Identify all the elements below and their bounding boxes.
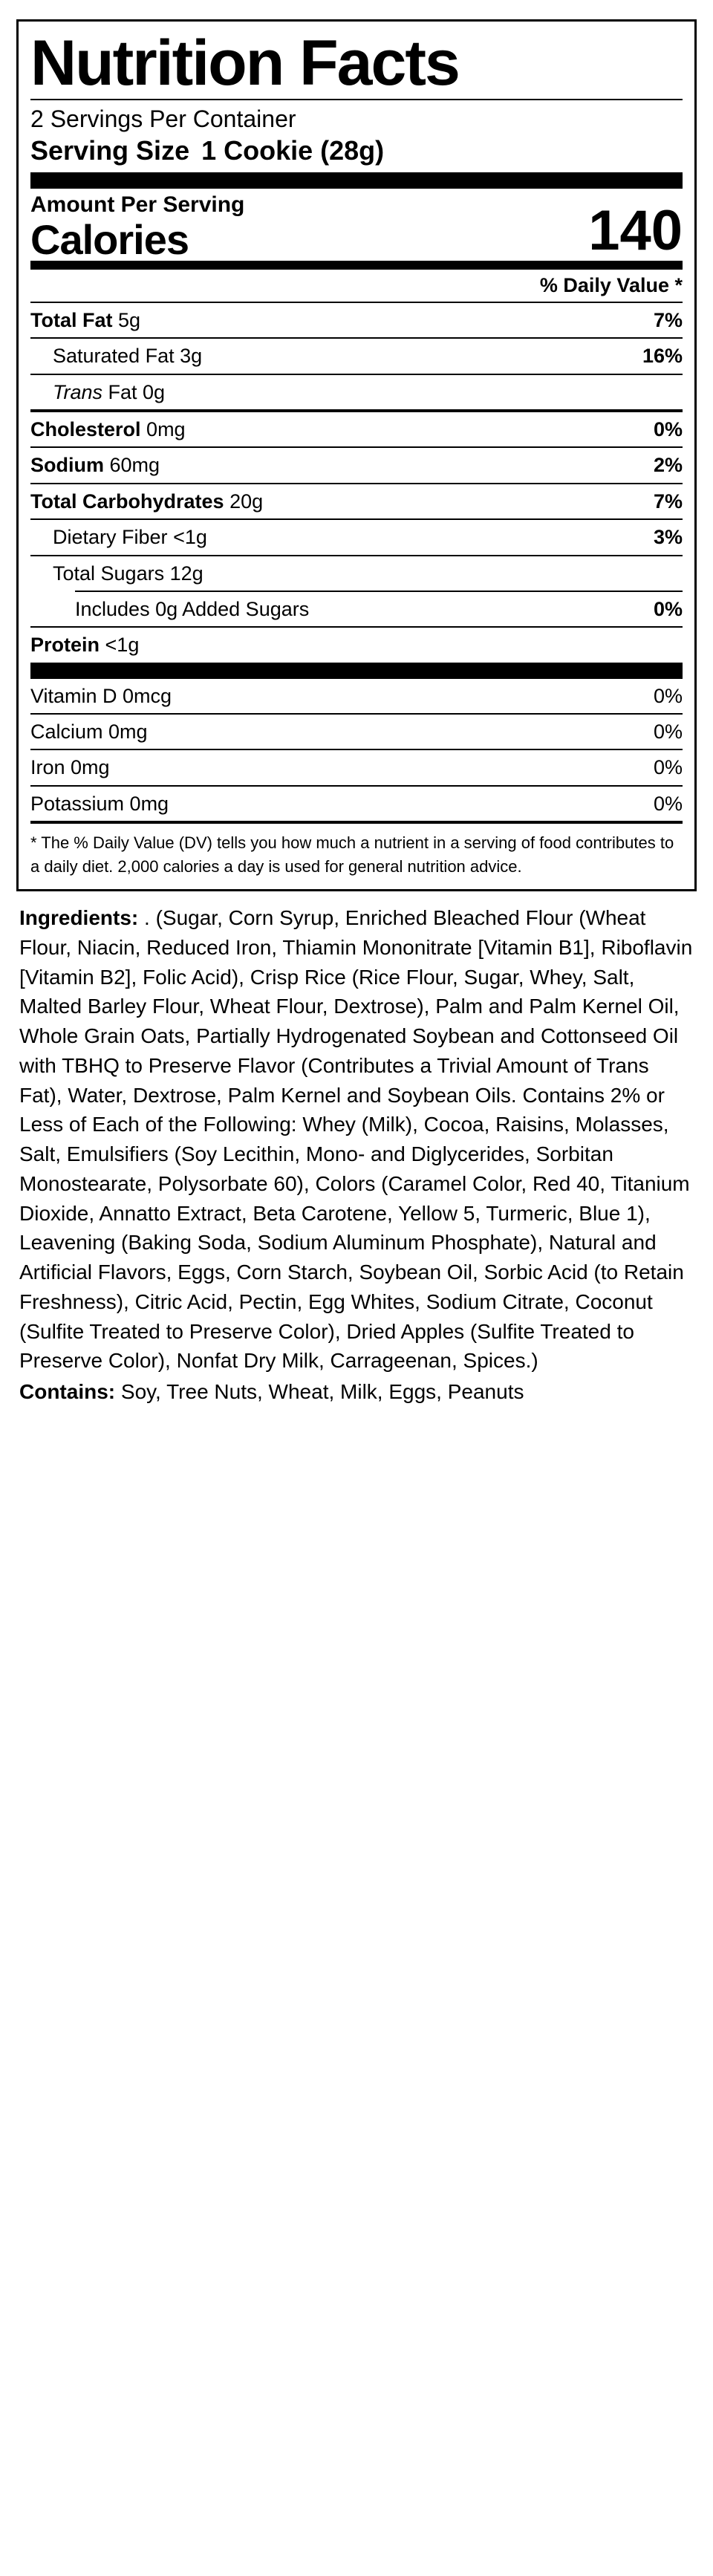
vitamin-dv: 0% xyxy=(653,756,683,779)
nutrient-row xyxy=(30,628,683,662)
daily-value-header: % Daily Value * xyxy=(539,273,683,296)
nutrient-row xyxy=(30,556,683,591)
nutrient-dv: 3% xyxy=(653,526,683,549)
nutrient-amount: 20g xyxy=(229,489,264,513)
nutrient-dv: 16% xyxy=(642,345,683,368)
vitamin-name: Calcium 0mg xyxy=(30,721,148,744)
nutrient-name: Total Sugars xyxy=(53,562,165,585)
nutrient-name: Includes 0g Added Sugars xyxy=(75,597,310,620)
nutrient-amount: 5g xyxy=(118,308,141,331)
vitamin-dv: 0% xyxy=(653,684,683,707)
nutrient-dv: 2% xyxy=(653,454,683,477)
vitamin-name: Potassium 0mg xyxy=(30,792,169,815)
vitamin-row xyxy=(30,750,683,784)
divider-thick xyxy=(30,172,683,189)
nutrient-amount: <1g xyxy=(173,526,207,549)
nutrient-name: Sodium xyxy=(30,454,104,477)
vitamin-dv: 0% xyxy=(653,721,683,744)
nutrient-name: Cholesterol xyxy=(30,417,141,440)
ingredients-text: . (Sugar, Corn Syrup, Enriched Bleached Flour (Wheat Flour, Niacin, Reduced Iron, Thiamin Mononitrate [Vitamin B1], Riboflavin [Vitamin B2], Folic Acid), Crisp Rice (Rice Flour, Sugar, Whey, Salt, Malted Barley Flour, Wheat Flour, Dextrose), Palm and Palm Kernel Oil, Whole Grain Oats, Partially Hydrogenated Soybean and Cottonseed Oil with TBHQ to Preserve Flavor (Contributes a Trivial Amount of Trans Fat), Water, Dextrose, Palm Kernel and Soybean Oils. Contains 2% or Less of Each of the Following: Whey (Milk), Cocoa, Raisins, Molasses, Salt, Emulsifiers (Soy Lecithin, Mono- and Diglycerides, Sorbitan Monostearate, Polysorbate 60), Colors (Caramel Color, Red 40, Titanium Dioxide, Annatto Extract, Beta Carotene, Yellow 5, Turmeric, Blue 1), Leavening (Baking Soda, Sodium Aluminum Phosphate), Natural and Artificial Flavors, Eggs, Corn Starch, Soybean Oil, Sorbic Acid (to Retain Freshness), Citric Acid, Pectin, Egg Whites, Sodium Citrate, Coconut (Sulfite Treated to Preserve Color), Dried Apples (Sulfite Treated to Preserve Color), Nonfat Dry Milk, Carrageenan, Spices.) xyxy=(19,906,693,1373)
nutrient-row xyxy=(30,303,683,337)
nutrient-name: Saturated Fat xyxy=(53,345,175,368)
calories-value: 140 xyxy=(588,198,683,262)
contains-text: Soy, Tree Nuts, Wheat, Milk, Eggs, Peanuts xyxy=(115,1380,524,1404)
nutrient-amount: 12g xyxy=(169,562,204,585)
contains-heading: Contains: xyxy=(19,1380,116,1404)
nutrient-dv: 7% xyxy=(653,489,683,513)
daily-value-footnote: * The % Daily Value (DV) tells you how much a nutrient in a serving of food contributes to a daily diet. 2,000 calories a day is used for general nutrition advice. xyxy=(30,833,674,876)
nutrition-facts-panel xyxy=(16,19,697,891)
nutrient-dv: 7% xyxy=(653,308,683,331)
vitamin-dv: 0% xyxy=(653,792,683,815)
nutrient-name: Dietary Fiber xyxy=(53,526,168,549)
serving-size-value: 1 Cookie (28g) xyxy=(201,135,385,166)
nutrient-name: Trans xyxy=(53,380,103,403)
nutrient-amount: 3g xyxy=(180,345,203,368)
nutrient-row xyxy=(30,592,683,626)
nutrient-dv: 0% xyxy=(653,597,683,620)
nutrient-amount: <1g xyxy=(105,634,140,657)
vitamin-row xyxy=(30,679,683,713)
nutrient-amount: Fat 0g xyxy=(108,380,166,403)
vitamin-row xyxy=(30,787,683,821)
vitamin-row xyxy=(30,715,683,749)
vitamin-name: Iron 0mg xyxy=(30,756,110,779)
contains-section xyxy=(19,1376,694,1407)
nutrient-name: Total Fat xyxy=(30,308,113,331)
nutrient-row xyxy=(30,520,683,554)
nutrient-amount: 60mg xyxy=(109,454,160,477)
nutrient-row xyxy=(30,448,683,482)
nutrient-row xyxy=(30,375,683,409)
vitamin-name: Vitamin D 0mcg xyxy=(30,684,172,707)
nutrient-row xyxy=(30,412,683,446)
page-title: Nutrition Facts xyxy=(30,27,459,99)
serving-size-label: Serving Size xyxy=(30,135,190,166)
ingredients-section xyxy=(16,891,697,1407)
amount-per-serving-label: Amount Per Serving xyxy=(30,192,245,217)
serving-size-row xyxy=(30,134,683,172)
nutrient-row xyxy=(30,339,683,373)
nutrient-dv: 0% xyxy=(653,417,683,440)
nutrient-amount: 0mg xyxy=(146,417,186,440)
nutrient-row xyxy=(30,484,683,518)
nutrient-name: Protein xyxy=(30,634,100,657)
calories-label: Calories xyxy=(30,215,189,263)
ingredients-heading: Ingredients: xyxy=(19,906,139,930)
calories-section xyxy=(30,189,683,261)
servings-per-container: 2 Servings Per Container xyxy=(30,105,296,133)
nutrient-name: Total Carbohydrates xyxy=(30,489,224,513)
